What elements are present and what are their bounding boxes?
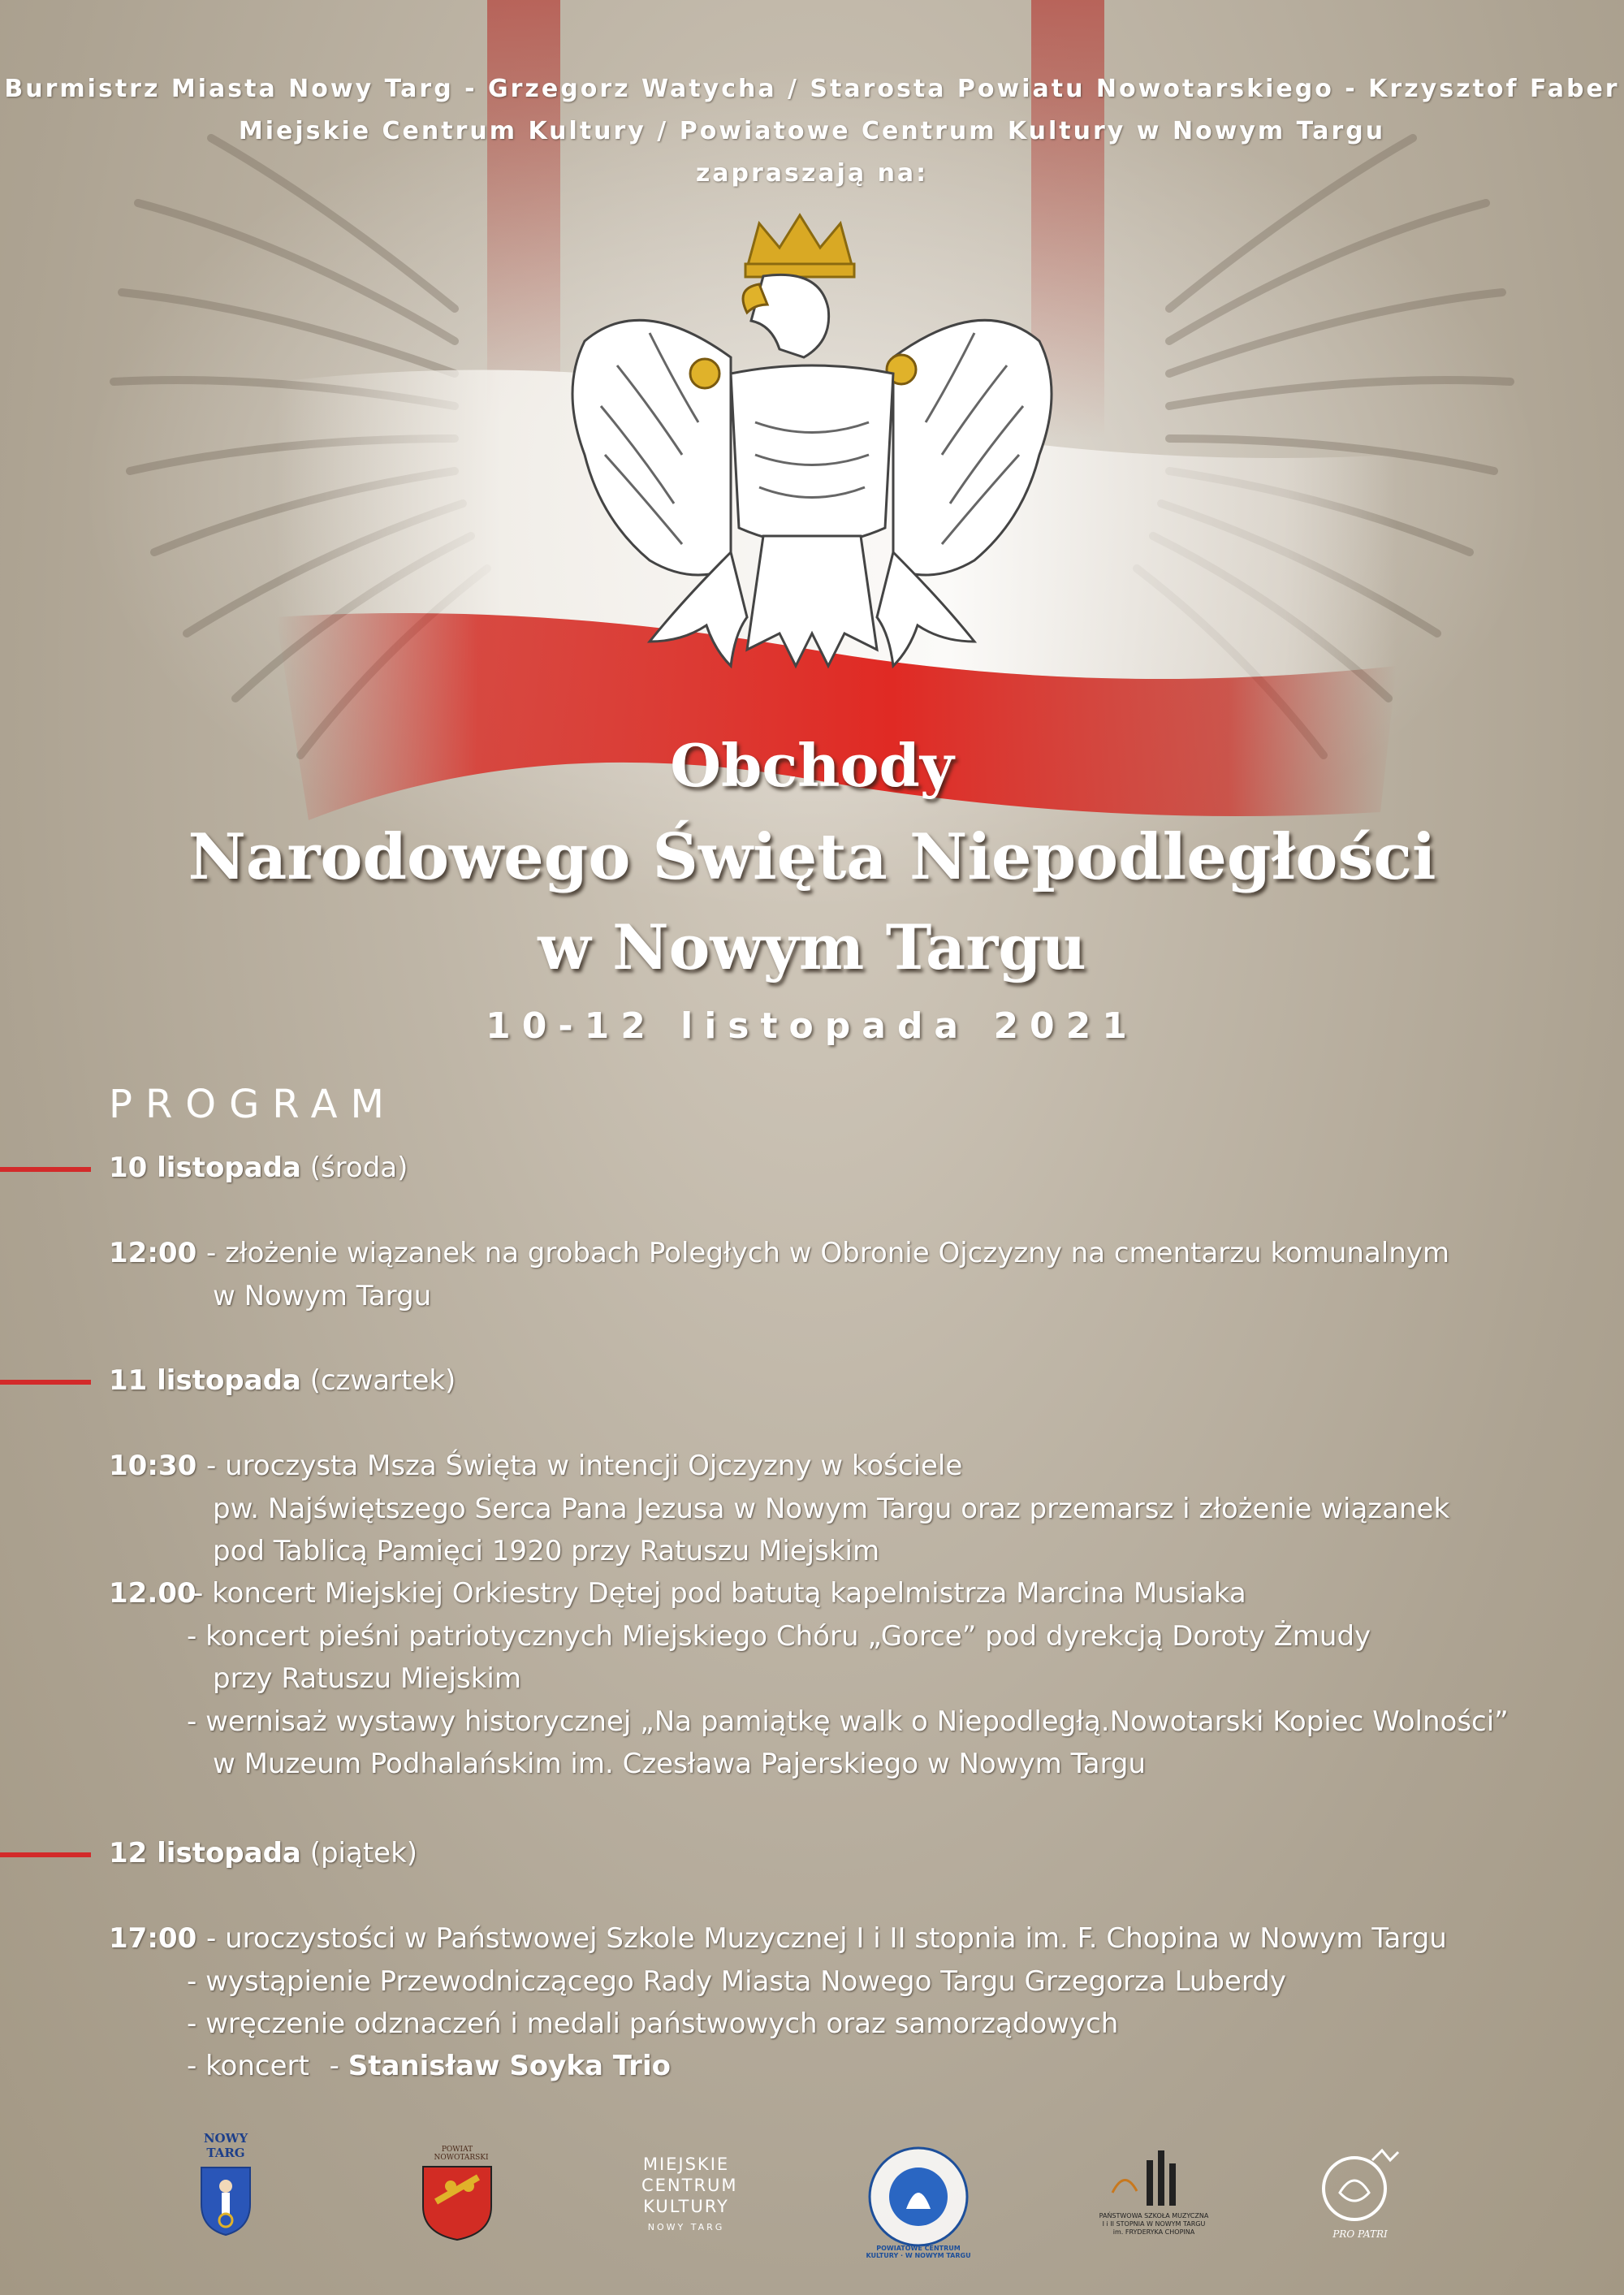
event-text: - wręczenie odznaczeń i medali państwowych oraz samorządowych bbox=[187, 2008, 1119, 2040]
event-text: pw. Najświętszego Serca Pana Jezusa w Nowym Targu oraz przemarsz i złożenie wiązanek bbox=[213, 1493, 1450, 1525]
powiat-label-1: POWIAT bbox=[441, 2146, 473, 2154]
program-heading: PROGRAM bbox=[109, 1082, 397, 1127]
pro-patri-emblem-icon bbox=[1315, 2144, 1405, 2225]
event-text: - wystąpienie Przewodniczącego Rady Miasta Nowego Targu Grzegorza Luberdy bbox=[187, 1965, 1286, 1998]
mck-logo bbox=[641, 2154, 738, 2232]
concert-dash: - bbox=[329, 2050, 339, 2082]
nowy-targ-coat-of-arms-icon bbox=[197, 2163, 254, 2237]
day-2-heading bbox=[109, 1364, 456, 1397]
mck-label-3: KULTURY bbox=[643, 2197, 729, 2216]
event-text: - wernisaż wystawy historycznej „Na pamiątkę walk o Niepodległą.Nowotarski Kopiec Wolności” bbox=[187, 1705, 1509, 1738]
pck-logo bbox=[866, 2144, 971, 2259]
psm-label-1: PAŃSTWOWA SZKOŁA MUZYCZNA bbox=[1099, 2212, 1209, 2219]
day-3-date: 12 listopada bbox=[109, 1837, 301, 1869]
day-marker-line bbox=[0, 1852, 91, 1857]
day-1-date: 10 listopada bbox=[109, 1152, 301, 1184]
invitation-line: zapraszają na: bbox=[695, 159, 929, 188]
event-text: pod Tablicą Pamięci 1920 przy Ratuszu Miejskim bbox=[213, 1535, 880, 1567]
concert-label: - koncert bbox=[187, 2050, 309, 2082]
institutions-line: Miejskie Centrum Kultury / Powiatowe Centrum Kultury w Nowym Targu bbox=[238, 117, 1386, 145]
time-1200-day1: 12:00 bbox=[109, 1237, 197, 1269]
event-dates: 10-12 listopada 2021 bbox=[486, 1005, 1138, 1047]
mck-label-4: NOWY TARG bbox=[647, 2222, 725, 2232]
day-2-weekday: (czwartek) bbox=[309, 1364, 456, 1397]
psm-label-2: I i II STOPNIA W NOWYM TARGU bbox=[1102, 2220, 1206, 2228]
event-text: - koncert Miejskiej Orkiestry Dętej pod batutą kapelmistrza Marcina Musiaka bbox=[193, 1577, 1246, 1610]
event-text: - uroczystości w Państwowej Szkole Muzycznej I i II stopnia im. F. Chopina w Nowym Targu bbox=[206, 1922, 1447, 1955]
psm-piano-keys-icon bbox=[1104, 2144, 1202, 2209]
day-marker-line bbox=[0, 1167, 91, 1172]
event-text: - złożenie wiązanek na grobach Poległych w Obronie Ojczyzny na cmentarzu komunalnym bbox=[206, 1237, 1450, 1269]
day-marker-line bbox=[0, 1380, 91, 1385]
pro-patri-logo bbox=[1315, 2144, 1413, 2250]
time-1700: 17:00 bbox=[109, 1922, 197, 1955]
title-line-3: w Nowym Targu bbox=[538, 911, 1086, 983]
event-text: w Nowym Targu bbox=[213, 1280, 432, 1312]
event-text: - uroczysta Msza Święta w intencji Ojczyzny w kościele bbox=[206, 1450, 963, 1482]
psm-label-3: im. FRYDERYKA CHOPINA bbox=[1112, 2228, 1195, 2236]
day-2-date: 11 listopada bbox=[109, 1364, 301, 1397]
nowy-targ-label: NOWY TARG bbox=[203, 2131, 248, 2160]
psm-logo bbox=[1085, 2144, 1247, 2237]
mck-label-1: MIEJSKIE bbox=[642, 2155, 730, 2174]
powiat-label-2: NOWOTARSKI bbox=[434, 2154, 489, 2162]
mck-label-2: CENTRUM bbox=[641, 2176, 738, 2195]
title-line-1: Obchody bbox=[670, 731, 954, 800]
event-text bbox=[187, 2050, 671, 2082]
day-1-heading bbox=[109, 1152, 408, 1184]
title-line-2: Narodowego Święta Niepodległości bbox=[188, 820, 1436, 894]
day-3-heading bbox=[109, 1837, 417, 1869]
organizers-line: Burmistrz Miasta Nowy Targ - Grzegorz Watycha / Starosta Powiatu Nowotarskiego - Krzysztof Faber bbox=[4, 75, 1620, 103]
day-1-weekday: (środa) bbox=[309, 1152, 408, 1184]
powiat-coat-of-arms-icon bbox=[417, 2162, 498, 2243]
event-text: - koncert pieśni patriotycznych Miejskiego Chóru „Gorce” pod dyrekcją Doroty Żmudy bbox=[187, 1620, 1371, 1653]
time-1200-day2: 12.00 bbox=[109, 1577, 197, 1610]
pck-label: POWIATOWE CENTRUM KULTURY · W NOWYM TARGU bbox=[866, 2245, 971, 2259]
day-3-weekday: (piątek) bbox=[309, 1837, 418, 1869]
pro-patri-label: PRO PATRI bbox=[1332, 2228, 1388, 2240]
nowy-targ-logo bbox=[185, 2131, 266, 2240]
time-1030: 10:30 bbox=[109, 1450, 197, 1482]
event-text: przy Ratuszu Miejskim bbox=[213, 1662, 521, 1695]
concert-artist: Stanisław Soyka Trio bbox=[348, 2050, 671, 2082]
event-text: w Muzeum Podhalańskim im. Czesława Pajerskiego w Nowym Targu bbox=[213, 1748, 1147, 1780]
pck-circle-icon bbox=[866, 2144, 971, 2250]
powiat-logo bbox=[412, 2146, 502, 2246]
